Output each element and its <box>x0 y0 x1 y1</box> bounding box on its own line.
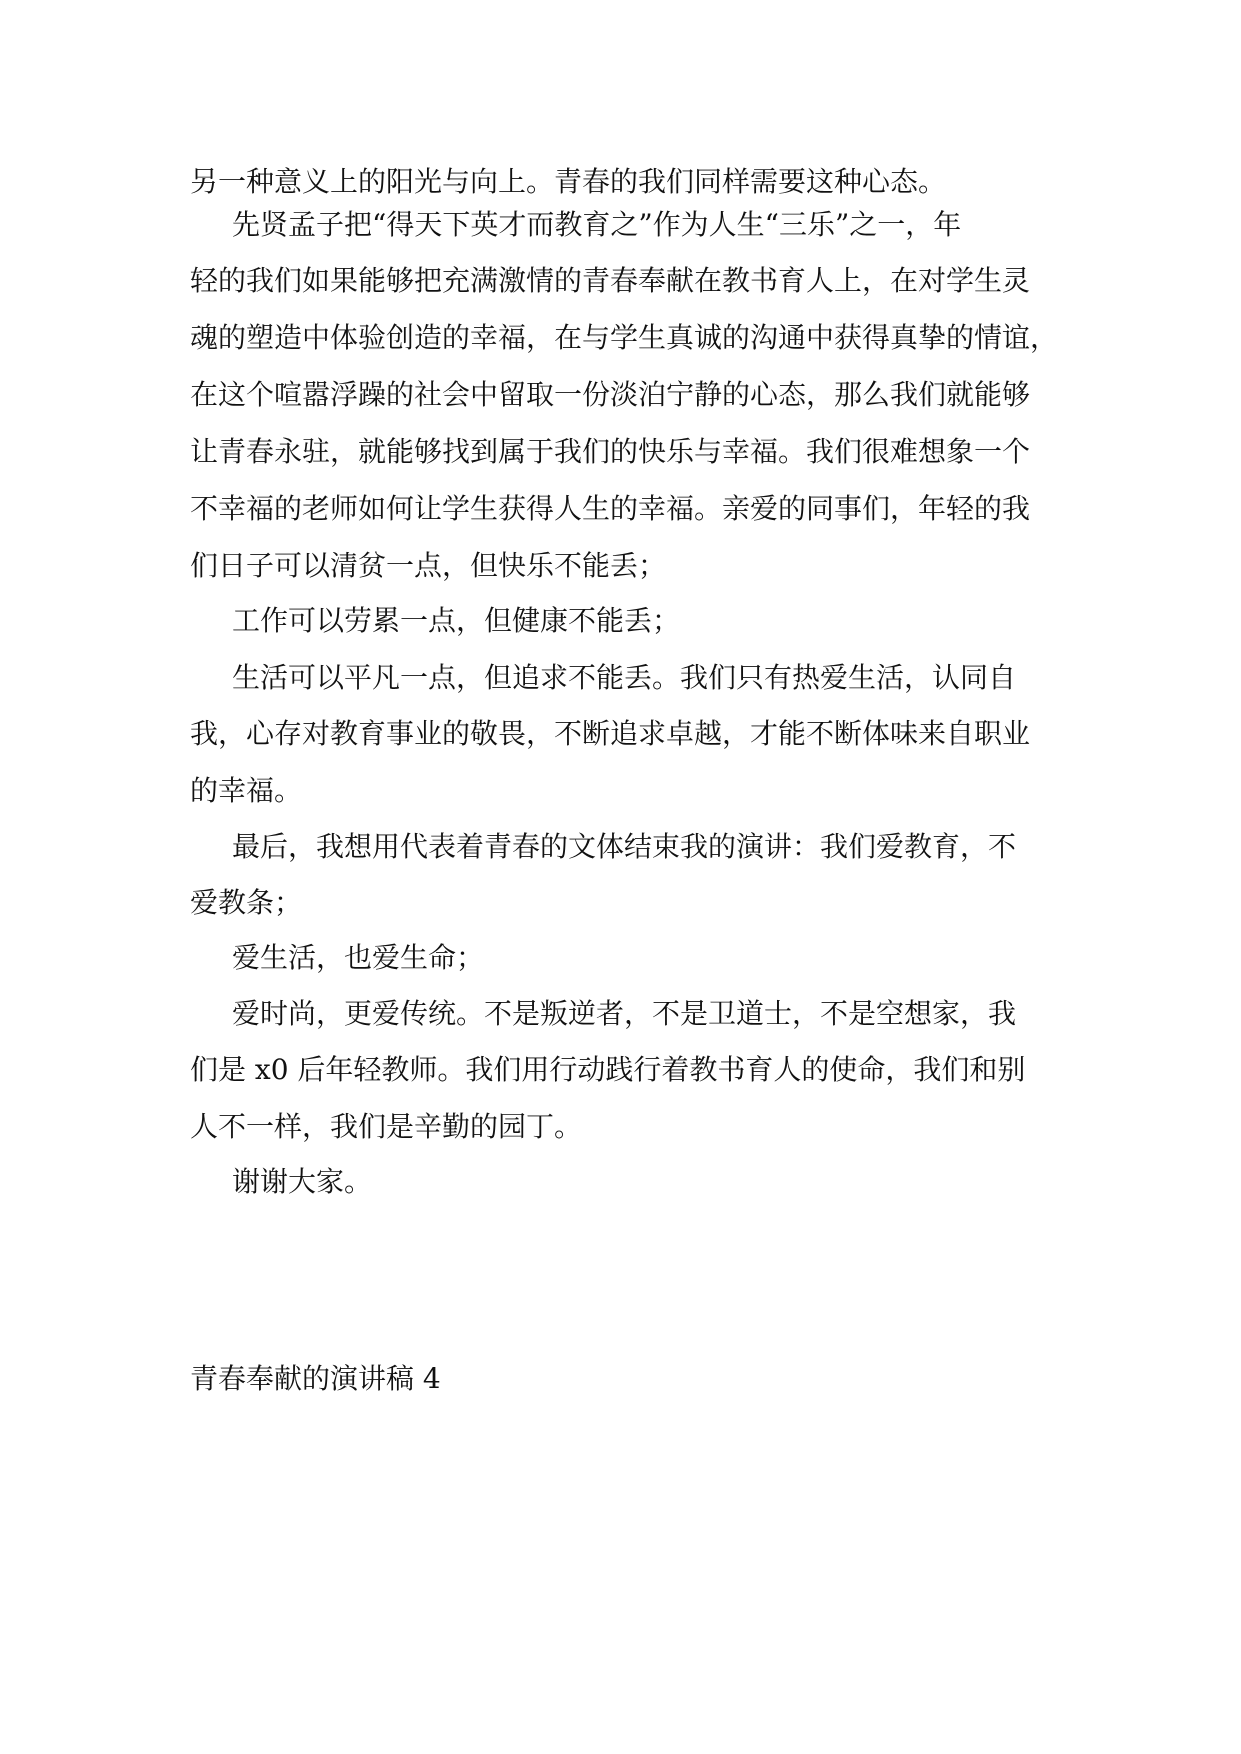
text-line: 不幸福的老师如何让学生获得人生的幸福。亲爱的同事们，年轻的我 <box>190 492 1031 525</box>
section-heading: 青春奉献的演讲稿 4 <box>190 1362 441 1395</box>
text-line: 另一种意义上的阳光与向上。青春的我们同样需要这种心态。 <box>190 165 947 198</box>
text-line: 爱时尚，更爱传统。不是叛逆者，不是卫道士，不是空想家，我 <box>232 997 1017 1030</box>
text-line: 爱生活，也爱生命； <box>232 941 485 974</box>
text-line: 工作可以劳累一点，但健康不能丢； <box>232 604 681 637</box>
text-line: 在这个喧嚣浮躁的社会中留取一份淡泊宁静的心态，那么我们就能够 <box>190 378 1031 411</box>
text-line: 最后，我想用代表着青春的文体结束我的演讲：我们爱教育，不 <box>232 830 1017 863</box>
text-line: 让青春永驻，就能够找到属于我们的快乐与幸福。我们很难想象一个 <box>190 435 1031 468</box>
text-line: 先贤孟子把“得天下英才而教育之”作为人生“三乐”之一，年 <box>232 208 962 241</box>
text-line: 们是 x0 后年轻教师。我们用行动践行着教书育人的使命，我们和别 <box>190 1053 1026 1086</box>
text-line: 人不一样，我们是辛勤的园丁。 <box>190 1110 583 1143</box>
text-line: 我，心存对教育事业的敬畏，不断追求卓越，才能不断体味来自职业 <box>190 717 1031 750</box>
text-line: 魂的塑造中体验创造的幸福，在与学生真诚的沟通中获得真挚的情谊， <box>190 321 1059 354</box>
text-line: 们日子可以清贫一点，但快乐不能丢； <box>190 549 667 582</box>
text-line: 的幸福。 <box>190 774 303 807</box>
text-line: 爱教条； <box>190 886 303 919</box>
text-line: 生活可以平凡一点，但追求不能丢。我们只有热爱生活，认同自 <box>232 661 1017 694</box>
text-line: 轻的我们如果能够把充满激情的青春奉献在教书育人上，在对学生灵 <box>190 264 1031 297</box>
text-line: 谢谢大家。 <box>232 1165 373 1198</box>
